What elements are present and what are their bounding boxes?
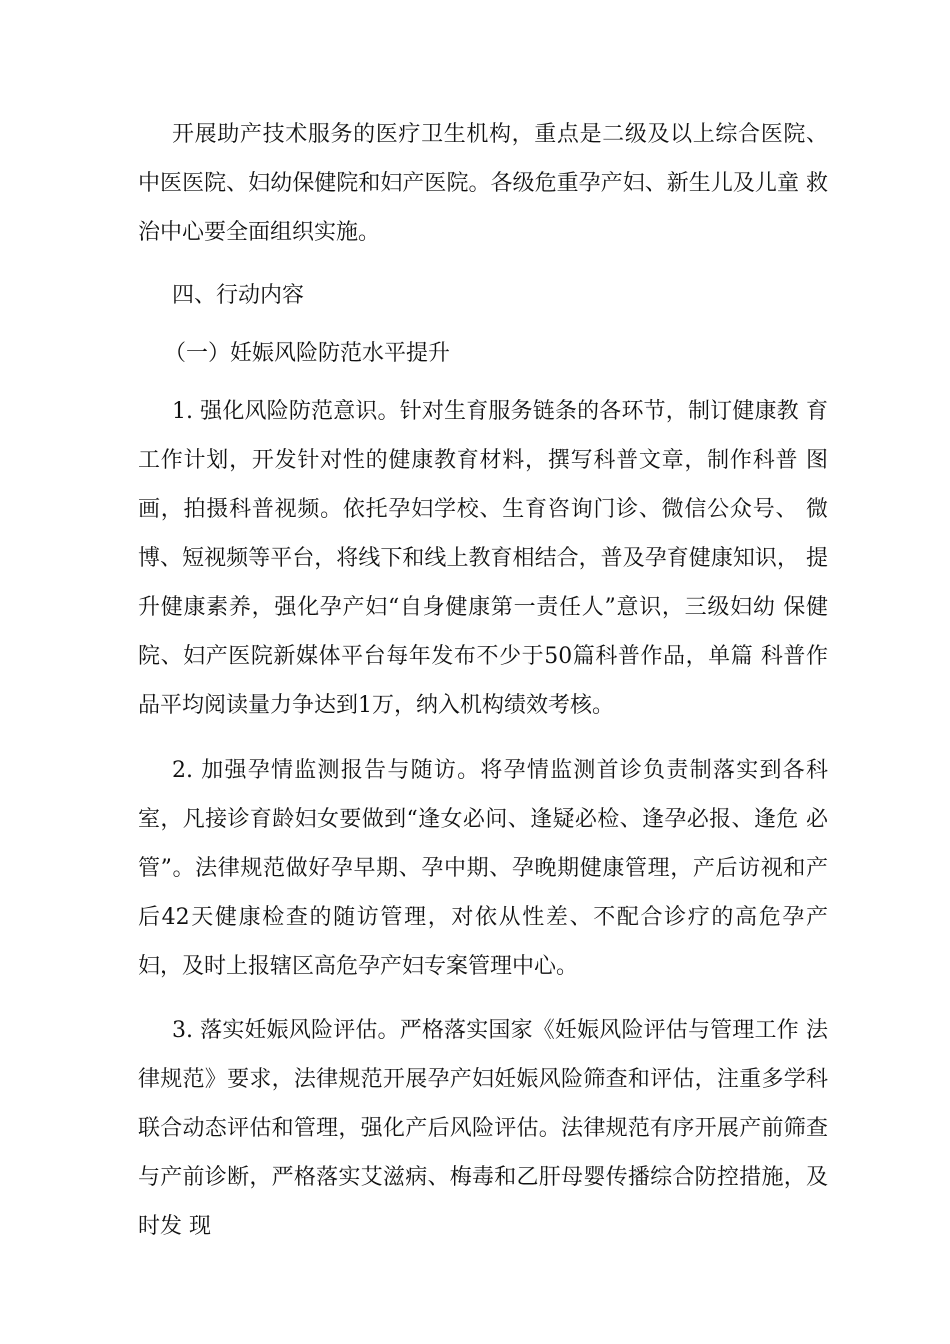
paragraph-item-2: 2. 加强孕情监测报告与随访。将孕情监测首诊负责制落实到各科 室，凡接诊育龄妇女要做到“逢女必问、逢疑必检、逢孕必报、逢危 必管”。法律规范做好孕早期、孕中期、孕晚期健康管理，产后访视和产后42天健康检查的随访管理，对依从性差、不配合诊疗的高危孕产 妇，及时上报辖区高危孕产妇专案管理中心。 bbox=[138, 758, 828, 979]
subsection-heading: （一）妊娠风险防范水平提升 bbox=[164, 341, 451, 366]
section-heading: 四、行动内容 bbox=[172, 283, 305, 308]
paragraph-scope: 开展助产技术服务的医疗卫生机构，重点是二级及以上综合医院、 中医医院、妇幼保健院和妇产医院。各级危重孕产妇、新生儿及儿童 救治中心要全面组织实施。 bbox=[138, 122, 828, 245]
paragraph-item-3: 3. 落实妊娠风险评估。严格落实国家《妊娠风险评估与管理工作 法律规范》要求，法律规范开展孕产妇妊娠风险筛查和评估，注重多学科联合动态评估和管理，强化产后风险评估。法律规范有序开展产前筛查与产前诊断，严格落实艾滋病、梅毒和乙肝母婴传播综合防控措施，及时发 现 bbox=[138, 1018, 828, 1239]
paragraph-item-1: 1. 强化风险防范意识。针对生育服务链条的各环节，制订健康教 育工作计划，开发针对性的健康教育材料，撰写科普文章，制作科普 图画，拍摄科普视频。依托孕妇学校、生育咨询门诊、微信公众号、 微博、短视频等平台，将线下和线上教育相结合，普及孕育健康知识， 提升健康素养，强化孕产妇“自身健康第一责任人”意识，三级妇幼 保健院、妇产医院新媒体平台每年发布不少于50篇科普作品，单篇 科普作品平均阅读量力争达到1万，纳入机构绩效考核。 bbox=[138, 399, 828, 718]
